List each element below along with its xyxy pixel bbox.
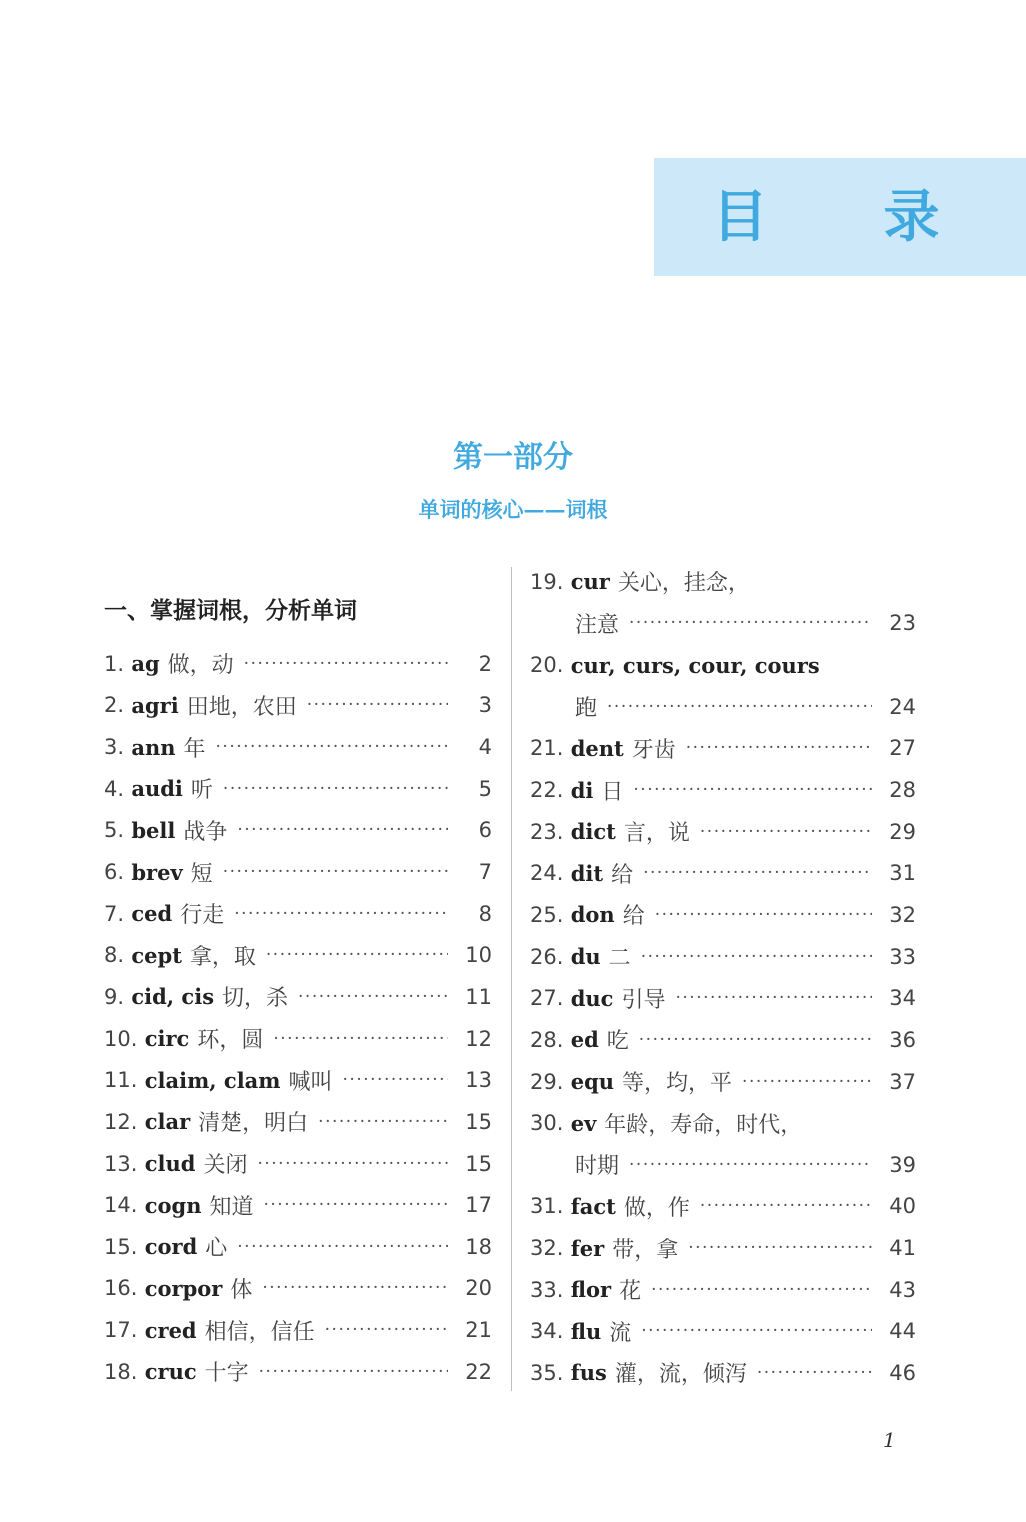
entry-number: 15.	[104, 1234, 138, 1259]
entry-number: 12.	[104, 1109, 138, 1134]
entry-page: 10	[465, 943, 492, 968]
entry-meaning: 年龄，寿命，时代，	[604, 1112, 803, 1138]
toc-entry[interactable]	[530, 644, 916, 686]
entry-root: dent	[563, 735, 624, 761]
entry-meaning: 十字	[204, 1361, 249, 1387]
entry-number: 1.	[104, 651, 125, 676]
entry-number: 16.	[104, 1276, 138, 1301]
part-subtitle: 单词的核心——词根	[418, 497, 608, 522]
entry-number: 3.	[104, 735, 125, 760]
toc-entry[interactable]	[530, 852, 916, 894]
entry-number: 33.	[530, 1277, 564, 1302]
entry-page: 17	[465, 1193, 492, 1218]
entry-page: 31	[889, 861, 916, 886]
entry-root: cred	[137, 1317, 197, 1343]
entry-meaning: 言，说	[623, 821, 690, 847]
toc-right-column	[530, 561, 916, 1394]
entry-root: duc	[563, 985, 614, 1011]
dot-leader	[273, 1029, 448, 1049]
entry-page: 27	[889, 736, 916, 761]
entry-root: equ	[563, 1069, 615, 1094]
entry-page: 32	[889, 902, 916, 927]
entry-page: 43	[889, 1277, 916, 1302]
dot-leader	[641, 1321, 872, 1341]
toc-entry[interactable]	[530, 561, 916, 603]
entry-root: flu	[563, 1318, 602, 1344]
entry-meaning: 二	[608, 946, 631, 972]
entry-meaning: 日	[601, 779, 624, 805]
entry-page: 44	[889, 1319, 916, 1344]
entry-root: dit	[563, 860, 604, 886]
entry-root: cur	[563, 569, 610, 595]
entry-root: cept	[124, 942, 182, 968]
entry-number: 5.	[104, 818, 125, 843]
dot-leader	[266, 945, 448, 965]
entry-root: di	[563, 777, 594, 803]
toc-entry[interactable]	[104, 976, 492, 1018]
entry-number: 2.	[104, 693, 125, 718]
entry-page: 21	[465, 1318, 492, 1343]
entry-meaning: 牙齿	[631, 737, 676, 763]
entry-number: 14.	[104, 1193, 138, 1218]
entry-root: flor	[563, 1277, 612, 1303]
entry-root: agri	[124, 692, 179, 718]
toc-entry[interactable]	[104, 1059, 492, 1101]
entry-meaning: 吃	[606, 1029, 629, 1055]
entry-number: 27.	[530, 986, 564, 1011]
entry-root: ann	[124, 734, 176, 760]
entry-page: 3	[478, 693, 492, 718]
dot-leader	[263, 1195, 448, 1215]
entry-root: circ	[137, 1026, 190, 1052]
entry-number: 9.	[104, 984, 125, 1009]
entry-meaning: 环，圆	[197, 1028, 264, 1054]
entry-root: ed	[563, 1027, 599, 1053]
dot-leader	[651, 1280, 872, 1300]
toc-entry[interactable]	[104, 1143, 492, 1185]
dot-leader	[742, 1072, 872, 1092]
dot-leader	[700, 822, 872, 842]
toc-entry[interactable]	[530, 1269, 916, 1311]
dot-leader	[262, 1278, 448, 1298]
entry-meaning: 给	[611, 862, 634, 888]
toc-entry[interactable]	[530, 1227, 916, 1269]
entry-root: ced	[124, 901, 173, 927]
toc-entry[interactable]	[104, 643, 492, 685]
entry-meaning: 相信，信任	[204, 1319, 315, 1345]
dot-leader	[318, 1112, 448, 1132]
toc-entry[interactable]	[530, 936, 916, 978]
entry-meaning: 体	[230, 1277, 253, 1303]
toc-entry[interactable]	[104, 1018, 492, 1060]
dot-leader	[639, 1030, 872, 1050]
dot-leader	[633, 780, 872, 800]
entry-page: 7	[478, 860, 492, 885]
entry-number: 22.	[530, 778, 564, 803]
toc-entry[interactable]	[530, 1102, 916, 1144]
toc-entry[interactable]	[530, 1186, 916, 1228]
entry-root: clar	[137, 1109, 191, 1135]
entry-root: fus	[563, 1360, 607, 1386]
entry-root: cid, cis	[124, 984, 215, 1010]
dot-leader	[675, 988, 872, 1008]
dot-leader	[307, 695, 448, 715]
entry-number: 28.	[530, 1027, 564, 1052]
entry-meaning: 带，拿	[612, 1237, 679, 1263]
dot-leader	[655, 905, 872, 925]
entry-meaning: 年	[183, 736, 206, 762]
entry-meaning: 做，动	[167, 653, 234, 679]
dot-leader	[257, 1154, 448, 1174]
entry-root: dict	[563, 819, 616, 845]
toc-entry-continuation[interactable]	[530, 686, 916, 728]
entry-page: 8	[478, 901, 492, 926]
entry-page: 23	[889, 611, 916, 636]
toc-entry[interactable]	[530, 977, 916, 1019]
part-title: 第一部分	[453, 440, 573, 475]
entry-number: 25.	[530, 902, 564, 927]
dot-leader	[343, 1070, 448, 1090]
dot-leader	[298, 987, 448, 1007]
entry-meaning: 等，均，平	[622, 1071, 733, 1096]
entry-page: 28	[889, 778, 916, 803]
dot-leader	[234, 904, 448, 924]
entry-meaning: 引导	[621, 987, 666, 1013]
dot-leader	[237, 1237, 448, 1257]
entry-page: 34	[889, 986, 916, 1011]
entry-page: 37	[889, 1069, 916, 1094]
entry-number: 6.	[104, 860, 125, 885]
entry-meaning: 灌，流，倾泻	[614, 1362, 747, 1388]
entry-meaning: 喊叫	[288, 1069, 333, 1095]
entry-number: 20.	[530, 653, 564, 678]
toc-entry[interactable]	[530, 769, 916, 811]
page-title: 目 录	[712, 185, 988, 250]
dot-leader	[607, 697, 872, 717]
entry-root: du	[563, 944, 601, 970]
dot-leader	[686, 738, 872, 758]
entry-meaning-continued: 跑	[575, 696, 598, 722]
entry-number: 13.	[104, 1151, 138, 1176]
entry-meaning: 行走	[180, 903, 225, 929]
entry-root: audi	[124, 776, 183, 802]
toc-entry[interactable]	[530, 1311, 916, 1353]
dot-leader	[757, 1363, 872, 1383]
entry-page: 4	[478, 735, 492, 760]
toc-entry[interactable]	[530, 1352, 916, 1394]
entry-meaning: 关闭	[203, 1153, 248, 1178]
toc-entry[interactable]	[104, 1351, 492, 1393]
entry-root: cord	[137, 1234, 198, 1260]
dot-leader	[216, 737, 448, 757]
entry-meaning: 拿，取	[189, 944, 256, 970]
entry-number: 23.	[530, 819, 564, 844]
entry-meaning: 田地，农田	[186, 694, 297, 720]
entry-page: 22	[465, 1359, 492, 1384]
entry-page: 11	[465, 984, 492, 1009]
entry-page: 15	[465, 1109, 492, 1134]
dot-leader	[244, 654, 448, 674]
toc-entry[interactable]	[530, 1019, 916, 1061]
entry-page: 12	[465, 1026, 492, 1051]
toc-entry[interactable]	[104, 685, 492, 727]
entry-number: 10.	[104, 1026, 138, 1051]
entry-number: 17.	[104, 1318, 138, 1343]
entry-number: 26.	[530, 944, 564, 969]
entry-meaning: 切，杀	[222, 986, 289, 1012]
entry-number: 8.	[104, 943, 125, 968]
section-heading: 一、掌握词根，分析单词	[104, 597, 357, 624]
entry-meaning: 关心，挂念，	[617, 571, 750, 597]
toc-entry[interactable]	[530, 894, 916, 936]
entry-page: 6	[478, 818, 492, 843]
entry-page: 18	[465, 1234, 492, 1259]
entry-page: 46	[889, 1360, 916, 1385]
entry-number: 31.	[530, 1194, 564, 1219]
entry-root: brev	[124, 859, 183, 885]
entry-number: 18.	[104, 1359, 138, 1384]
entry-meaning: 给	[622, 904, 645, 930]
entry-meaning-continued: 注意	[575, 612, 620, 638]
entry-meaning: 战争	[183, 819, 228, 845]
entry-meaning: 流	[609, 1320, 632, 1346]
entry-root: don	[563, 902, 615, 928]
toc-entry[interactable]	[530, 811, 916, 853]
entry-number: 35.	[530, 1360, 564, 1385]
entry-number: 19.	[530, 569, 564, 594]
entry-meaning-continued: 时期	[575, 1154, 620, 1180]
toc-entry[interactable]	[104, 726, 492, 768]
dot-leader	[237, 820, 448, 840]
entry-page: 24	[889, 694, 916, 719]
toc-entry[interactable]	[104, 1309, 492, 1351]
toc-entry-continuation[interactable]	[530, 603, 916, 645]
entry-meaning: 心	[205, 1236, 228, 1262]
entry-page: 2	[478, 651, 492, 676]
dot-leader	[643, 863, 872, 883]
entry-root: clud	[137, 1151, 196, 1176]
entry-root: fact	[563, 1193, 616, 1219]
dot-leader	[629, 613, 872, 633]
toc-entry[interactable]	[104, 1101, 492, 1143]
entry-number: 7.	[104, 901, 125, 926]
entry-number: 30.	[530, 1111, 564, 1136]
entry-meaning: 清楚，明白	[198, 1111, 309, 1137]
entry-page: 29	[889, 819, 916, 844]
toc-entry[interactable]	[104, 934, 492, 976]
toc-entry[interactable]	[530, 1061, 916, 1103]
entry-root: cur, curs, cour, cours	[563, 652, 820, 678]
entry-meaning: 短	[190, 861, 213, 887]
dot-leader	[629, 1155, 872, 1175]
entry-root: ag	[124, 651, 160, 677]
dot-leader	[223, 862, 448, 882]
toc-entry-continuation[interactable]	[530, 1144, 916, 1186]
entry-number: 21.	[530, 736, 564, 761]
dot-leader	[688, 1238, 872, 1258]
dot-leader	[700, 1196, 872, 1216]
dot-leader	[325, 1320, 448, 1340]
entry-page: 40	[889, 1194, 916, 1219]
entry-page: 5	[478, 776, 492, 801]
toc-entry[interactable]	[104, 1226, 492, 1268]
toc-entry[interactable]	[104, 1184, 492, 1226]
entry-number: 29.	[530, 1069, 564, 1094]
entry-number: 34.	[530, 1319, 564, 1344]
entry-root: corpor	[137, 1275, 223, 1301]
entry-meaning: 花	[619, 1279, 642, 1305]
entry-meaning: 知道	[209, 1194, 254, 1220]
entry-page: 41	[889, 1236, 916, 1261]
entry-root: bell	[124, 817, 176, 843]
entry-meaning: 做，作	[623, 1195, 690, 1221]
entry-root: cogn	[137, 1192, 202, 1218]
entry-root: fer	[563, 1235, 605, 1261]
column-divider	[511, 567, 512, 1391]
toc-left-column	[104, 643, 492, 1393]
entry-page: 20	[465, 1276, 492, 1301]
entry-number: 32.	[530, 1236, 564, 1261]
toc-entry[interactable]	[104, 893, 492, 935]
entry-root: cruc	[137, 1359, 197, 1385]
entry-page: 15	[465, 1151, 492, 1176]
entry-root: ev	[563, 1110, 597, 1136]
entry-root: claim, clam	[137, 1067, 281, 1093]
entry-page: 33	[889, 944, 916, 969]
toc-entry[interactable]	[530, 728, 916, 770]
toc-entry[interactable]	[104, 768, 492, 810]
entry-number: 4.	[104, 776, 125, 801]
entry-page: 36	[889, 1027, 916, 1052]
dot-leader	[223, 779, 448, 799]
toc-entry[interactable]	[104, 851, 492, 893]
entry-number: 24.	[530, 861, 564, 886]
dot-leader	[259, 1362, 448, 1382]
entry-number: 11.	[104, 1068, 138, 1093]
toc-entry[interactable]	[104, 810, 492, 852]
dot-leader	[641, 947, 872, 967]
page-number: 1	[883, 1428, 896, 1452]
entry-meaning: 听	[190, 778, 213, 804]
toc-entry[interactable]	[104, 1268, 492, 1310]
entry-page: 13	[465, 1068, 492, 1093]
entry-page: 39	[889, 1152, 916, 1177]
